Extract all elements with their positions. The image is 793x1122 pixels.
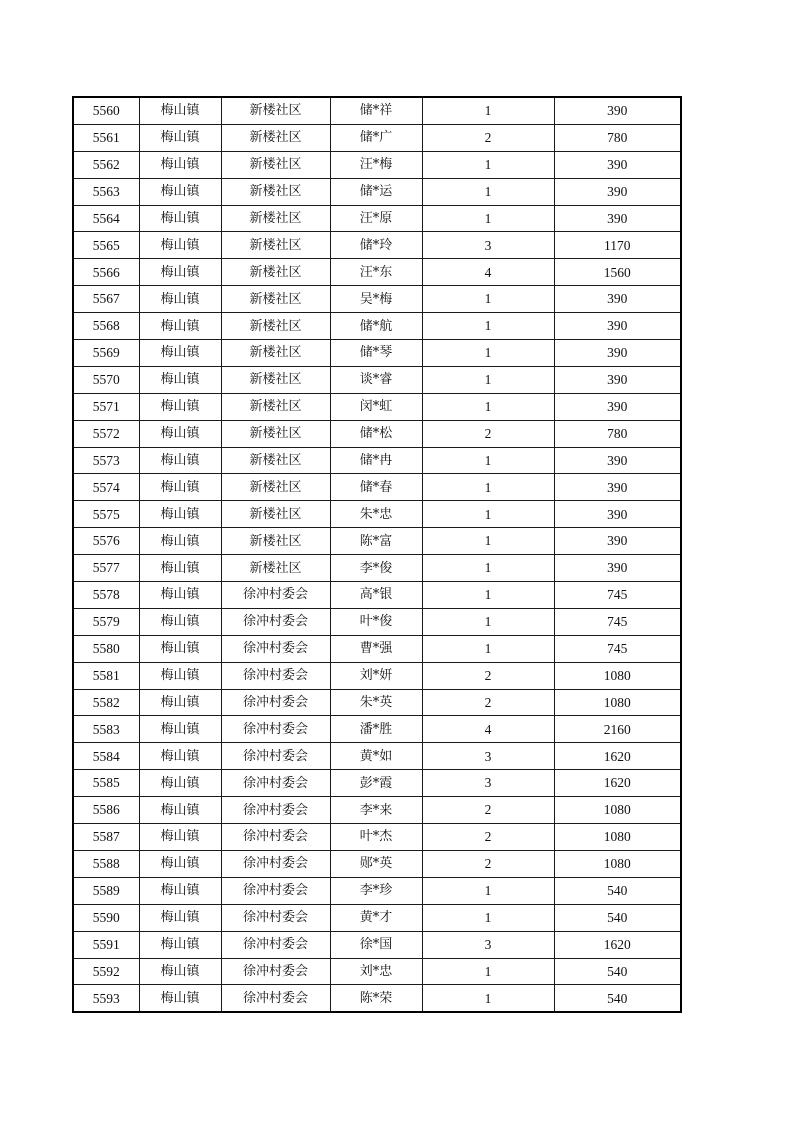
row-number-cell: 5572	[73, 420, 139, 447]
row-number-cell: 5589	[73, 877, 139, 904]
village-cell: 徐冲村委会	[221, 635, 330, 662]
town-cell: 梅山镇	[139, 985, 221, 1012]
village-cell: 徐冲村委会	[221, 985, 330, 1012]
town-cell: 梅山镇	[139, 689, 221, 716]
household-count-cell: 3	[422, 232, 554, 259]
amount-cell: 390	[554, 555, 681, 582]
town-cell: 梅山镇	[139, 582, 221, 609]
village-cell: 新楼社区	[221, 340, 330, 367]
town-cell: 梅山镇	[139, 313, 221, 340]
amount-cell: 1620	[554, 743, 681, 770]
household-count-cell: 1	[422, 528, 554, 555]
table-body	[73, 97, 681, 1012]
amount-cell: 390	[554, 447, 681, 474]
page-table-container	[72, 96, 680, 1013]
table-row	[73, 232, 681, 259]
table-row	[73, 689, 681, 716]
town-cell: 梅山镇	[139, 393, 221, 420]
row-number-cell: 5588	[73, 850, 139, 877]
amount-cell: 745	[554, 582, 681, 609]
village-cell: 新楼社区	[221, 124, 330, 151]
village-cell: 新楼社区	[221, 501, 330, 528]
town-cell: 梅山镇	[139, 259, 221, 286]
row-number-cell: 5571	[73, 393, 139, 420]
amount-cell: 1620	[554, 931, 681, 958]
table-row	[73, 770, 681, 797]
table-row	[73, 716, 681, 743]
amount-cell: 390	[554, 178, 681, 205]
household-count-cell: 1	[422, 582, 554, 609]
town-cell: 梅山镇	[139, 474, 221, 501]
town-cell: 梅山镇	[139, 716, 221, 743]
town-cell: 梅山镇	[139, 447, 221, 474]
household-count-cell: 4	[422, 716, 554, 743]
household-count-cell: 3	[422, 770, 554, 797]
table-row	[73, 178, 681, 205]
amount-cell: 745	[554, 635, 681, 662]
town-cell: 梅山镇	[139, 340, 221, 367]
row-number-cell: 5584	[73, 743, 139, 770]
household-count-cell: 2	[422, 662, 554, 689]
table-row	[73, 393, 681, 420]
name-cell: 储*玲	[330, 232, 422, 259]
amount-cell: 390	[554, 97, 681, 124]
name-cell: 陈*荣	[330, 985, 422, 1012]
amount-cell: 390	[554, 340, 681, 367]
row-number-cell: 5570	[73, 366, 139, 393]
village-cell: 徐冲村委会	[221, 689, 330, 716]
town-cell: 梅山镇	[139, 635, 221, 662]
amount-cell: 390	[554, 501, 681, 528]
town-cell: 梅山镇	[139, 178, 221, 205]
amount-cell: 540	[554, 877, 681, 904]
town-cell: 梅山镇	[139, 286, 221, 313]
table-row	[73, 340, 681, 367]
row-number-cell: 5585	[73, 770, 139, 797]
village-cell: 新楼社区	[221, 528, 330, 555]
village-cell: 新楼社区	[221, 232, 330, 259]
village-cell: 徐冲村委会	[221, 877, 330, 904]
row-number-cell: 5562	[73, 151, 139, 178]
household-count-cell: 1	[422, 393, 554, 420]
village-cell: 新楼社区	[221, 393, 330, 420]
table-row	[73, 850, 681, 877]
name-cell: 储*琴	[330, 340, 422, 367]
village-cell: 徐冲村委会	[221, 797, 330, 824]
table-row	[73, 366, 681, 393]
table-row	[73, 958, 681, 985]
village-cell: 徐冲村委会	[221, 608, 330, 635]
row-number-cell: 5573	[73, 447, 139, 474]
name-cell: 郧*英	[330, 850, 422, 877]
table-row	[73, 931, 681, 958]
amount-cell: 1080	[554, 797, 681, 824]
table-row	[73, 205, 681, 232]
household-count-cell: 1	[422, 151, 554, 178]
row-number-cell: 5587	[73, 824, 139, 851]
name-cell: 吴*梅	[330, 286, 422, 313]
village-cell: 徐冲村委会	[221, 582, 330, 609]
household-count-cell: 2	[422, 689, 554, 716]
household-count-cell: 1	[422, 313, 554, 340]
amount-cell: 780	[554, 420, 681, 447]
household-count-cell: 2	[422, 420, 554, 447]
town-cell: 梅山镇	[139, 151, 221, 178]
town-cell: 梅山镇	[139, 770, 221, 797]
household-count-cell: 1	[422, 340, 554, 367]
name-cell: 刘*忠	[330, 958, 422, 985]
village-cell: 新楼社区	[221, 205, 330, 232]
name-cell: 黄*才	[330, 904, 422, 931]
name-cell: 储*春	[330, 474, 422, 501]
town-cell: 梅山镇	[139, 232, 221, 259]
name-cell: 朱*忠	[330, 501, 422, 528]
household-count-cell: 1	[422, 958, 554, 985]
amount-cell: 745	[554, 608, 681, 635]
village-cell: 徐冲村委会	[221, 743, 330, 770]
village-cell: 徐冲村委会	[221, 958, 330, 985]
name-cell: 储*祥	[330, 97, 422, 124]
row-number-cell: 5566	[73, 259, 139, 286]
name-cell: 储*航	[330, 313, 422, 340]
household-count-cell: 1	[422, 97, 554, 124]
amount-cell: 390	[554, 151, 681, 178]
town-cell: 梅山镇	[139, 608, 221, 635]
name-cell: 汪*东	[330, 259, 422, 286]
name-cell: 曹*强	[330, 635, 422, 662]
table-row	[73, 313, 681, 340]
row-number-cell: 5560	[73, 97, 139, 124]
name-cell: 汪*原	[330, 205, 422, 232]
household-count-cell: 1	[422, 985, 554, 1012]
household-count-cell: 1	[422, 205, 554, 232]
name-cell: 刘*妍	[330, 662, 422, 689]
household-count-cell: 1	[422, 555, 554, 582]
amount-cell: 540	[554, 985, 681, 1012]
household-count-cell: 2	[422, 124, 554, 151]
town-cell: 梅山镇	[139, 904, 221, 931]
table-row	[73, 501, 681, 528]
table-row	[73, 582, 681, 609]
name-cell: 高*银	[330, 582, 422, 609]
row-number-cell: 5564	[73, 205, 139, 232]
table-row	[73, 474, 681, 501]
amount-cell: 780	[554, 124, 681, 151]
row-number-cell: 5575	[73, 501, 139, 528]
village-cell: 新楼社区	[221, 474, 330, 501]
household-count-cell: 1	[422, 178, 554, 205]
table-row	[73, 824, 681, 851]
household-count-cell: 4	[422, 259, 554, 286]
table-row	[73, 420, 681, 447]
amount-cell: 2160	[554, 716, 681, 743]
row-number-cell: 5561	[73, 124, 139, 151]
table-row	[73, 124, 681, 151]
amount-cell: 1560	[554, 259, 681, 286]
town-cell: 梅山镇	[139, 662, 221, 689]
row-number-cell: 5579	[73, 608, 139, 635]
name-cell: 叶*杰	[330, 824, 422, 851]
table-row	[73, 743, 681, 770]
village-cell: 新楼社区	[221, 151, 330, 178]
village-cell: 新楼社区	[221, 366, 330, 393]
name-cell: 汪*梅	[330, 151, 422, 178]
household-count-cell: 2	[422, 850, 554, 877]
village-cell: 徐冲村委会	[221, 716, 330, 743]
town-cell: 梅山镇	[139, 555, 221, 582]
town-cell: 梅山镇	[139, 366, 221, 393]
amount-cell: 390	[554, 366, 681, 393]
town-cell: 梅山镇	[139, 124, 221, 151]
row-number-cell: 5578	[73, 582, 139, 609]
row-number-cell: 5563	[73, 178, 139, 205]
village-cell: 徐冲村委会	[221, 662, 330, 689]
table-row	[73, 447, 681, 474]
name-cell: 李*珍	[330, 877, 422, 904]
amount-cell: 390	[554, 205, 681, 232]
household-count-cell: 1	[422, 904, 554, 931]
row-number-cell: 5569	[73, 340, 139, 367]
amount-cell: 390	[554, 313, 681, 340]
row-number-cell: 5590	[73, 904, 139, 931]
name-cell: 彭*霞	[330, 770, 422, 797]
row-number-cell: 5568	[73, 313, 139, 340]
table-row	[73, 528, 681, 555]
village-cell: 新楼社区	[221, 447, 330, 474]
row-number-cell: 5581	[73, 662, 139, 689]
household-count-cell: 3	[422, 743, 554, 770]
town-cell: 梅山镇	[139, 850, 221, 877]
name-cell: 李*来	[330, 797, 422, 824]
name-cell: 储*广	[330, 124, 422, 151]
household-count-cell: 1	[422, 877, 554, 904]
table-row	[73, 635, 681, 662]
name-cell: 陈*富	[330, 528, 422, 555]
row-number-cell: 5567	[73, 286, 139, 313]
household-count-cell: 1	[422, 366, 554, 393]
name-cell: 黄*如	[330, 743, 422, 770]
row-number-cell: 5576	[73, 528, 139, 555]
town-cell: 梅山镇	[139, 877, 221, 904]
row-number-cell: 5574	[73, 474, 139, 501]
data-table	[72, 96, 682, 1013]
town-cell: 梅山镇	[139, 97, 221, 124]
name-cell: 叶*俊	[330, 608, 422, 635]
table-row	[73, 797, 681, 824]
village-cell: 新楼社区	[221, 97, 330, 124]
row-number-cell: 5586	[73, 797, 139, 824]
household-count-cell: 1	[422, 501, 554, 528]
name-cell: 徐*国	[330, 931, 422, 958]
name-cell: 李*俊	[330, 555, 422, 582]
row-number-cell: 5591	[73, 931, 139, 958]
amount-cell: 1080	[554, 662, 681, 689]
town-cell: 梅山镇	[139, 528, 221, 555]
amount-cell: 390	[554, 393, 681, 420]
town-cell: 梅山镇	[139, 205, 221, 232]
table-row	[73, 259, 681, 286]
name-cell: 闵*虹	[330, 393, 422, 420]
household-count-cell: 1	[422, 447, 554, 474]
row-number-cell: 5583	[73, 716, 139, 743]
row-number-cell: 5593	[73, 985, 139, 1012]
row-number-cell: 5592	[73, 958, 139, 985]
household-count-cell: 2	[422, 824, 554, 851]
table-row	[73, 985, 681, 1012]
village-cell: 新楼社区	[221, 420, 330, 447]
town-cell: 梅山镇	[139, 501, 221, 528]
town-cell: 梅山镇	[139, 797, 221, 824]
amount-cell: 540	[554, 904, 681, 931]
table-row	[73, 662, 681, 689]
row-number-cell: 5565	[73, 232, 139, 259]
village-cell: 徐冲村委会	[221, 824, 330, 851]
town-cell: 梅山镇	[139, 824, 221, 851]
table-row	[73, 877, 681, 904]
village-cell: 新楼社区	[221, 555, 330, 582]
village-cell: 徐冲村委会	[221, 770, 330, 797]
town-cell: 梅山镇	[139, 420, 221, 447]
name-cell: 储*运	[330, 178, 422, 205]
village-cell: 新楼社区	[221, 259, 330, 286]
village-cell: 徐冲村委会	[221, 850, 330, 877]
table-row	[73, 151, 681, 178]
name-cell: 储*冉	[330, 447, 422, 474]
town-cell: 梅山镇	[139, 931, 221, 958]
amount-cell: 1620	[554, 770, 681, 797]
household-count-cell: 3	[422, 931, 554, 958]
row-number-cell: 5582	[73, 689, 139, 716]
amount-cell: 1080	[554, 850, 681, 877]
name-cell: 朱*英	[330, 689, 422, 716]
town-cell: 梅山镇	[139, 958, 221, 985]
name-cell: 储*松	[330, 420, 422, 447]
amount-cell: 540	[554, 958, 681, 985]
table-row	[73, 286, 681, 313]
amount-cell: 390	[554, 528, 681, 555]
row-number-cell: 5580	[73, 635, 139, 662]
household-count-cell: 1	[422, 474, 554, 501]
table-row	[73, 97, 681, 124]
name-cell: 谈*睿	[330, 366, 422, 393]
table-row	[73, 904, 681, 931]
village-cell: 徐冲村委会	[221, 904, 330, 931]
household-count-cell: 1	[422, 608, 554, 635]
amount-cell: 1080	[554, 824, 681, 851]
name-cell: 潘*胜	[330, 716, 422, 743]
village-cell: 徐冲村委会	[221, 931, 330, 958]
amount-cell: 390	[554, 474, 681, 501]
village-cell: 新楼社区	[221, 313, 330, 340]
household-count-cell: 2	[422, 797, 554, 824]
table-row	[73, 555, 681, 582]
village-cell: 新楼社区	[221, 178, 330, 205]
household-count-cell: 1	[422, 635, 554, 662]
amount-cell: 1170	[554, 232, 681, 259]
row-number-cell: 5577	[73, 555, 139, 582]
table-row	[73, 608, 681, 635]
amount-cell: 390	[554, 286, 681, 313]
village-cell: 新楼社区	[221, 286, 330, 313]
town-cell: 梅山镇	[139, 743, 221, 770]
household-count-cell: 1	[422, 286, 554, 313]
amount-cell: 1080	[554, 689, 681, 716]
